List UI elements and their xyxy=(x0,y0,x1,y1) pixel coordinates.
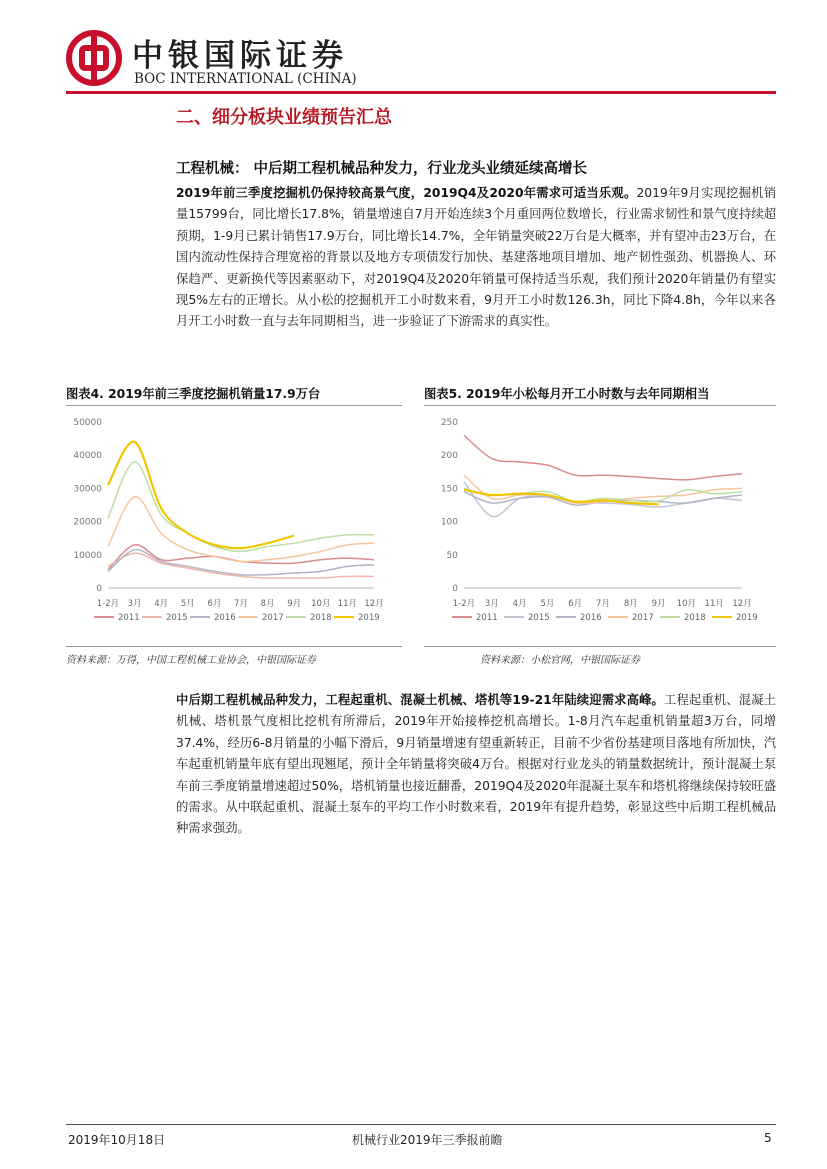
chart1-ytick-label: 10000 xyxy=(73,550,102,561)
chart2-xtick-label: 5月 xyxy=(540,599,555,609)
chart2-legend-label: 2019 xyxy=(736,613,758,623)
chart1-top-rule xyxy=(66,405,402,406)
chart1-title: 图表4. 2019年前三季度挖掘机销量17.9万台 xyxy=(66,387,321,401)
header-divider xyxy=(66,91,776,94)
chart2-xtick-label: 10月 xyxy=(676,599,697,609)
chart2-title: 图表5. 2019年小松每月开工小时数与去年同期相当 xyxy=(424,387,710,401)
chart2-ytick-label: 50 xyxy=(446,550,458,561)
chart2-xtick-label: 7月 xyxy=(596,599,610,609)
chart1-xtick-label: 7月 xyxy=(234,599,248,609)
chart2-xtick-label: 11月 xyxy=(704,599,724,609)
chart2-legend-label: 2011 xyxy=(476,613,498,623)
chart2-komatsu-hours xyxy=(424,410,776,642)
chart2-xtick-label: 3月 xyxy=(484,599,499,609)
chart2-legend-label: 2016 xyxy=(580,613,602,623)
paragraph-excavator xyxy=(176,183,776,333)
chart2-xtick-label: 4月 xyxy=(512,599,527,609)
chart2-xtick-label: 6月 xyxy=(568,599,583,609)
chart1-legend-label: 2015 xyxy=(166,613,188,623)
chart1-series-2016 xyxy=(108,550,374,575)
chart1-xtick-label: 5月 xyxy=(180,599,195,609)
paragraph-lead: 2019年前三季度挖掘机仍保持较高景气度，2019Q4及2020年需求可适当乐观。 xyxy=(176,186,637,200)
chart2-ytick-label: 0 xyxy=(452,584,458,594)
chart2-series-2011 xyxy=(464,435,742,480)
chart1-legend-label: 2017 xyxy=(262,613,284,623)
chart1-xtick-label: 11月 xyxy=(337,599,358,609)
boc-logo-icon xyxy=(66,30,122,86)
page-number: 5 xyxy=(764,1131,772,1145)
chart1-xtick-label: 10月 xyxy=(311,599,331,609)
paragraph-body: 2019年9月实现挖掘机销量15799台，同比增长17.8%，销量增速自7月开始连续3个月重回两位数增长，行业需求韧性和景气度持续超预期，1-9月已累计销售17.9万台，同比增长14.7%，全年销量突破22万台是大概率，并有望冲击23万台，在国内流动性保持合理宽裕的背景以及地方专项债发行加快、基建落地项目增加、地产韧性强劲、机器换人、环保趋严、更新换代等因素驱动下，对2019Q4及2020年销量可保持适当乐观，我们预计2020年销量仍有望实现5%左右的正增长。从小松的挖掘机开工小时数来看，9月开工小时数126.3h，同比下降4.8h，今年以来各月开工小时数一直与去年同期相当，进一步验证了下游需求的真实性。 xyxy=(176,186,776,329)
chart2-source: 资料来源：小松官网，中银国际证券 xyxy=(480,655,640,666)
chart2-ytick-label: 250 xyxy=(440,418,458,428)
chart2-ytick-label: 200 xyxy=(440,451,458,462)
chart1-source: 资料来源：万得，中国工程机械工业协会，中银国际证券 xyxy=(66,655,316,666)
chart1-ytick-label: 40000 xyxy=(73,451,102,462)
chart1-excavator-sales xyxy=(66,410,402,642)
chart1-ytick-label: 0 xyxy=(96,584,102,594)
chart1-xtick-label: 3月 xyxy=(127,599,142,609)
chart1-xtick-label: 9月 xyxy=(287,599,302,609)
chart1-legend-label: 2018 xyxy=(310,613,332,623)
paragraph-body: 工程起重机、混凝土机械、塔机景气度相比挖机有所滞后，2019年开始接棒挖机高增长。1-8月汽车起重机销量超3万台，同增37.4%，经历6-8月销量的小幅下滑后，9月销量增速有望重新转正，目前不少省份基建项目落地有所加快，汽车起重机销量年底有望出现翘尾，预计全年销量将突破4万台。根据对行业龙头的销量数据统计，预计混凝土泵车前三季度销量增速超过50%，塔机销量也接近翻番，2019Q4及2020年混凝土泵车和塔机将继续保持较旺盛的需求。从中联起重机、混凝土泵车的平均工作小时数来看，2019年有提升趋势，彰显这些中后期工程机械品种需求强劲。 xyxy=(176,693,776,836)
footer-date: 2019年10月18日 xyxy=(68,1133,166,1147)
chart2-xtick-label: 9月 xyxy=(651,599,666,609)
chart2-series-2015 xyxy=(464,482,742,517)
paragraph-lead: 中后期工程机械品种发力，工程起重机、混凝土机械、塔机等19-21年陆续迎需求高峰。 xyxy=(176,693,665,707)
sub-heading: 工程机械： 中后期工程机械品种发力，行业龙头业绩延续高增长 xyxy=(176,161,588,177)
chart2-series-2017 xyxy=(464,475,742,503)
chart1-bottom-rule xyxy=(66,646,402,647)
chart2-xtick-label: 12月 xyxy=(732,599,752,609)
chart1-ytick-label: 30000 xyxy=(73,484,102,495)
chart1-xtick-label: 12月 xyxy=(364,599,384,609)
footer-title: 机械行业2019年三季报前瞻 xyxy=(352,1133,503,1147)
chart1-legend-label: 2016 xyxy=(214,613,236,623)
chart2-legend-label: 2015 xyxy=(528,613,550,623)
chart2-legend-label: 2017 xyxy=(632,613,654,623)
chart2-legend-label: 2018 xyxy=(684,613,706,623)
chart1-legend-label: 2011 xyxy=(118,613,140,623)
chart1-legend-label: 2019 xyxy=(358,613,380,623)
chart2-bottom-rule xyxy=(424,646,776,647)
chart2-xtick-label: 8月 xyxy=(623,599,638,609)
brand-name-cn: 中银国际证券 xyxy=(132,38,348,74)
brand-name-en: BOC INTERNATIONAL (CHINA) xyxy=(134,71,357,87)
chart1-xtick-label: 1-2月 xyxy=(96,599,120,609)
chart1-xtick-label: 8月 xyxy=(260,599,275,609)
chart2-top-rule xyxy=(424,405,776,406)
footer-divider xyxy=(66,1124,776,1125)
chart1-xtick-label: 4月 xyxy=(154,599,169,609)
section-title: 二、细分板块业绩预告汇总 xyxy=(176,107,392,128)
chart2-xtick-label: 1-2月 xyxy=(452,599,476,609)
chart2-ytick-label: 150 xyxy=(440,484,458,495)
chart1-series-2019 xyxy=(108,442,294,549)
chart1-ytick-label: 50000 xyxy=(73,418,102,428)
chart2-ytick-label: 100 xyxy=(440,517,458,528)
chart1-ytick-label: 20000 xyxy=(73,517,102,528)
chart1-series-2018 xyxy=(108,462,374,552)
chart1-xtick-label: 6月 xyxy=(207,599,222,609)
paragraph-later-stage-machinery xyxy=(176,690,776,840)
